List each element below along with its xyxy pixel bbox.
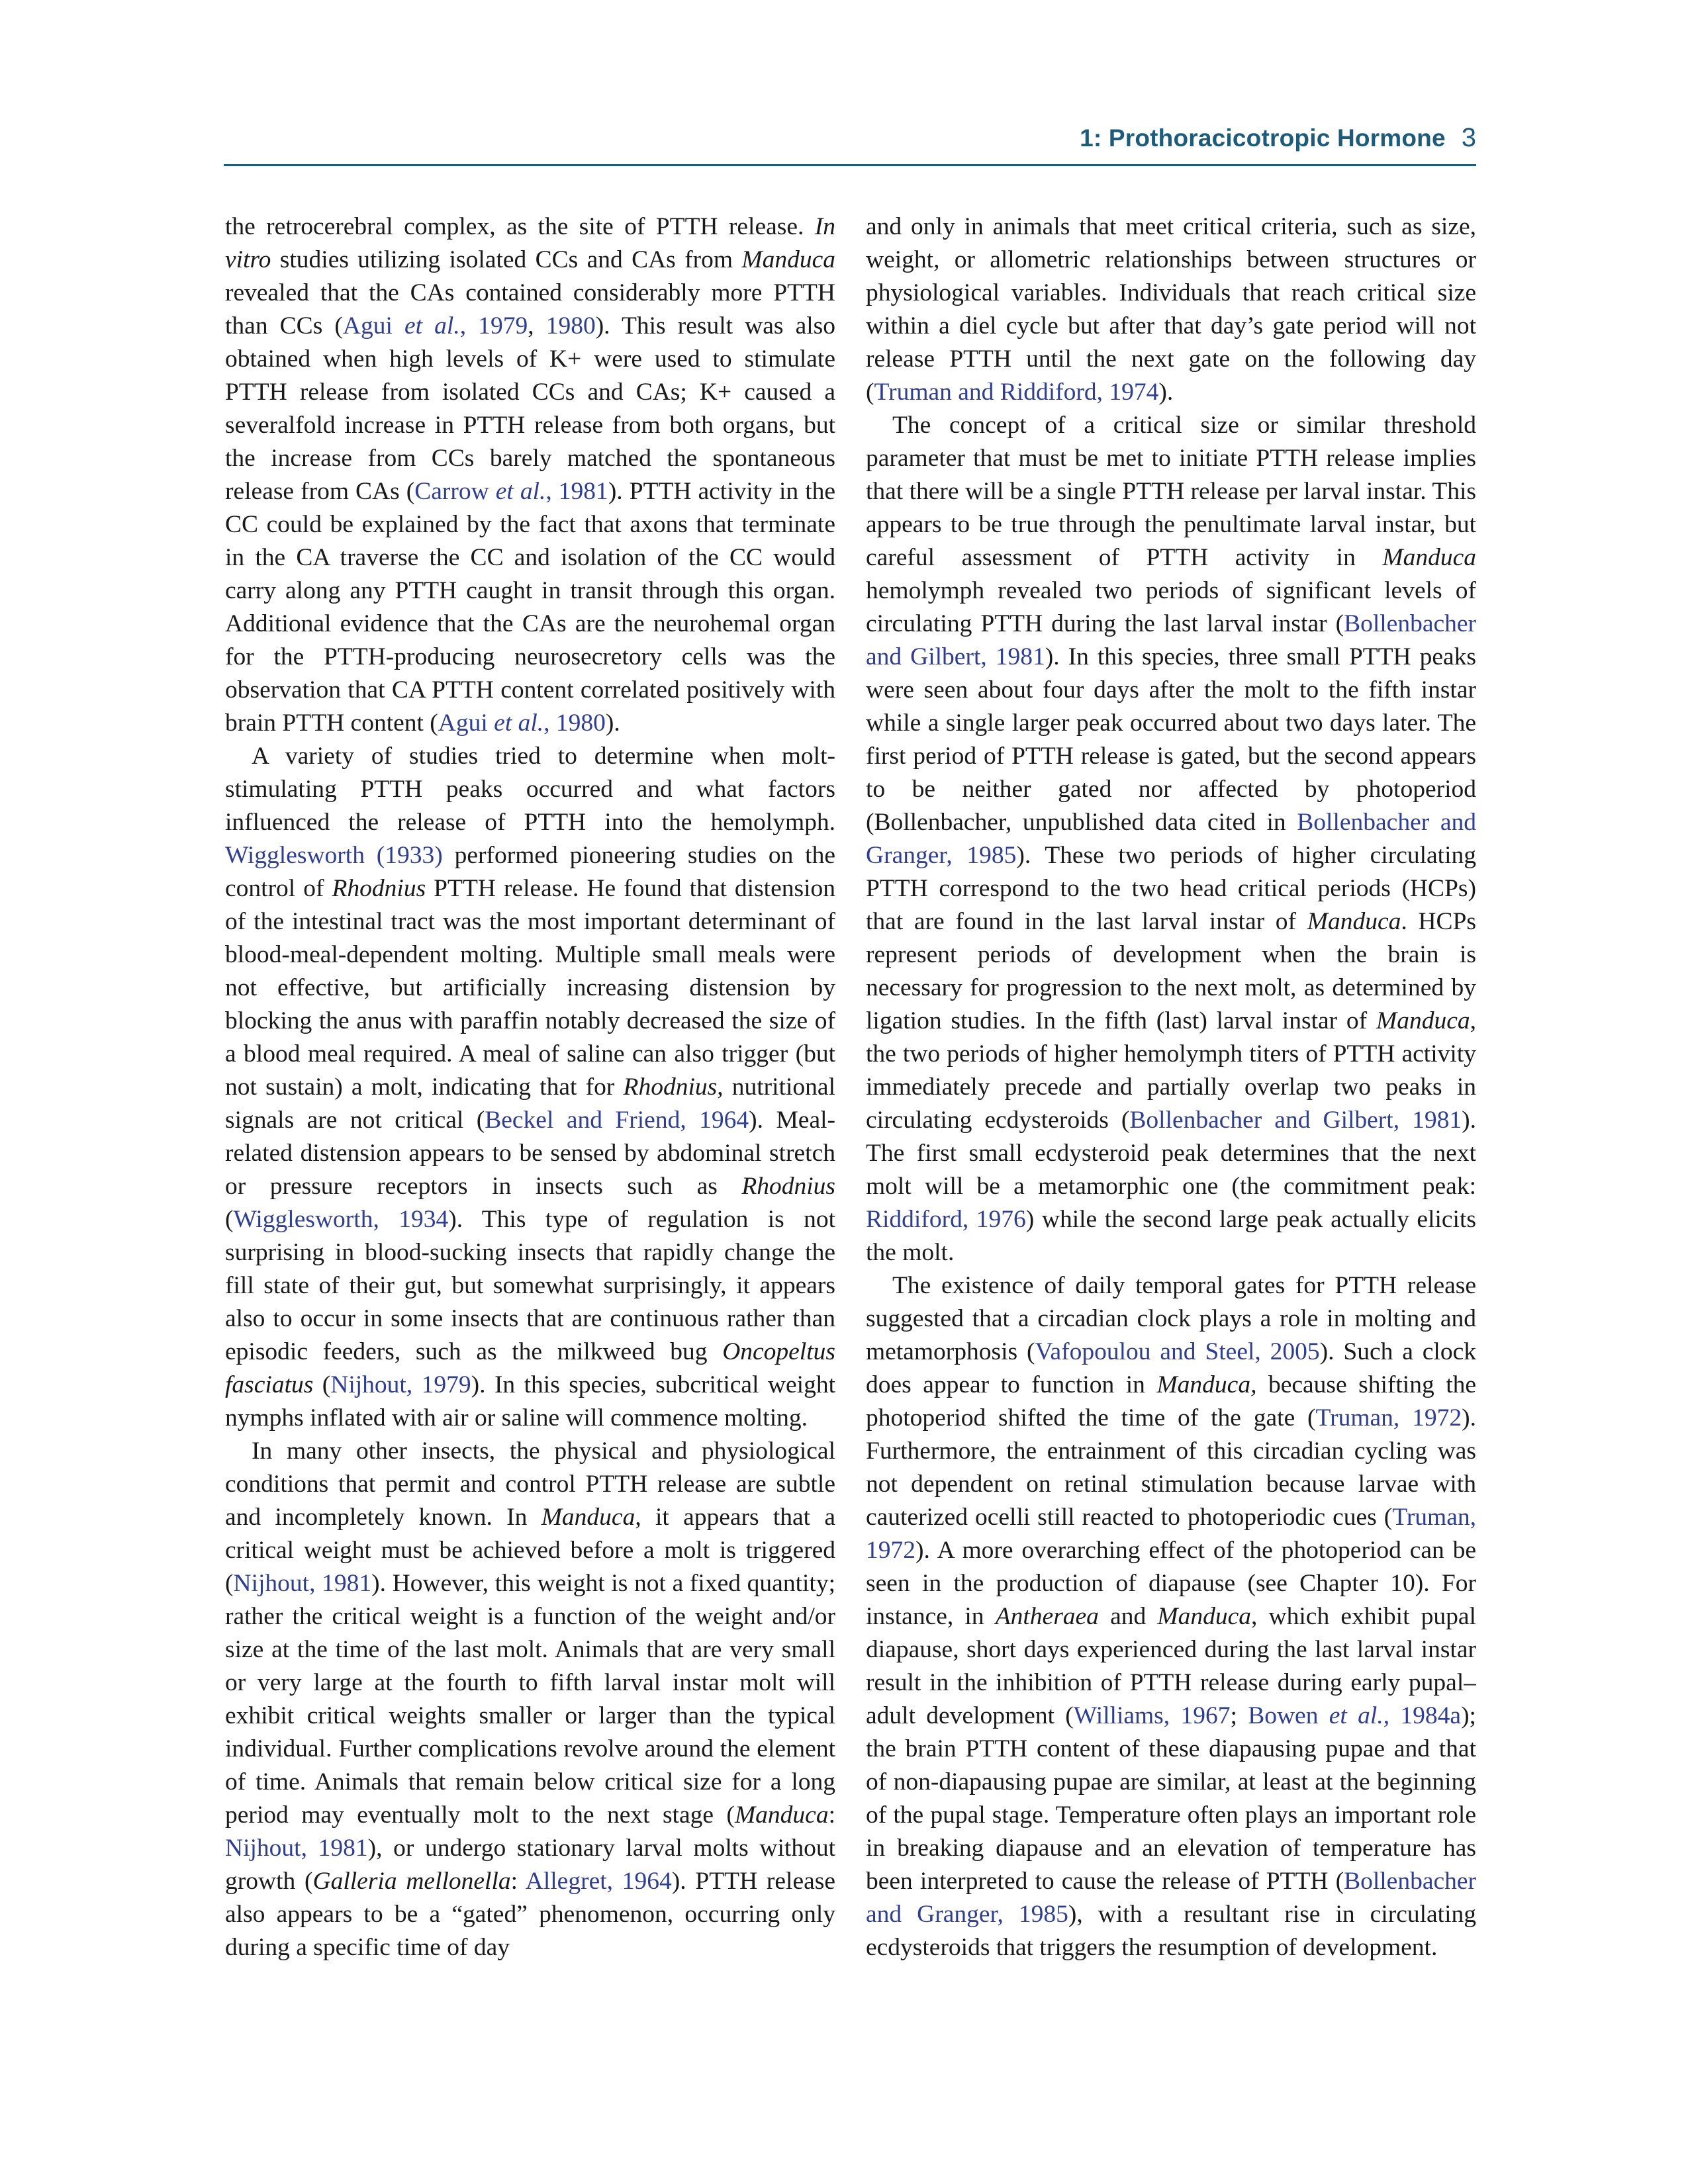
citation-link[interactable]: Agui et al., 1980 — [438, 709, 606, 737]
citation-link[interactable]: Agui et al., 1979 — [342, 312, 528, 340]
left-column — [225, 210, 835, 2050]
paragraph: The existence of daily temporal gates for PTTH release suggested that a circadian clock plays a role in molting and metamorphosis (Vafopoulou and Steel, 2005). Such a clock does appear to function in Manduca, because shifting the photoperiod shifted the time of the gate (Truman, 1972). Furthermore, the entrainment of this circadian cycling was not dependent on retinal stimulation because larvae with cauterized ocelli still reacted to photoperiodic cues (Truman, 1972). A more overarching effect of the photoperiod can be seen in the production of diapause (see Chapter 10). For instance, in Antheraea and Manduca, which exhibit pupal diapause, short days experienced during the last larval instar result in the inhibition of PTTH release during early pupal–adult development (Williams, 1967; Bowen et al., 1984a); the brain PTTH content of these diapausing pupae and that of non-diapausing pupae are similar, at least at the beginning of the pupal stage. Temperature often plays an important role in breaking diapause and an elevation of temperature has been interpreted to cause the release of PTTH (Bollenbacher and Granger, 1985), with a resultant rise in circulating ecdysteroids that triggers the resumption of development. — [866, 1272, 1476, 1961]
citation-link[interactable]: Truman, 1972 — [1315, 1404, 1462, 1432]
citation-link[interactable]: 1980 — [545, 312, 596, 340]
citation-link[interactable]: Truman, 1972 — [866, 1504, 1476, 1564]
paragraph: In many other insects, the physical and physiological conditions that permit and control PTTH release are subtle and incompletely known. In Manduca, it appears that a critical weight must be achieved before a molt is triggered (Nijhout, 1981). However, this weight is not a fixed quantity; rather the critical weight is a function of the weight and/or size at the time of the last molt. Animals that are very small or very large at the fourth to fifth larval instar molt will exhibit critical weights smaller or larger than the typical individual. Further complications revolve around the element of time. Animals that remain below critical size for a long period may eventually molt to the next stage (Manduca: Nijhout, 1981), or undergo stationary larval molts without growth (Galleria mellonella: Allegret, 1964). PTTH release also appears to be a “gated” phenomenon, occurring only during a specific time of day — [225, 1437, 835, 1961]
citation-link[interactable]: Bowen et al., 1984a — [1248, 1702, 1462, 1729]
citation-link[interactable]: Bollenbacher and Gilbert, 1981 — [866, 610, 1476, 670]
paragraph: The concept of a critical size or similar threshold parameter that must be met to initiate PTTH release implies that there will be a single PTTH release per larval instar. This appears to be true through the penultimate larval instar, but careful assessment of PTTH activity in Manduca hemolymph revealed two periods of significant levels of circulating PTTH during the last larval instar (Bollenbacher and Gilbert, 1981). In this species, three small PTTH peaks were seen about four days after the molt to the fifth instar while a single larger peak occurred about two days later. The first period of PTTH release is gated, but the second appears to be neither gated nor affected by photoperiod (Bollenbacher, unpublished data cited in Bollenbacher and Granger, 1985). These two periods of higher circulating PTTH correspond to the two head critical periods (HCPs) that are found in the last larval instar of Manduca. HCPs represent periods of development when the brain is necessary for progression to the next molt, as determined by ligation studies. In the fifth (last) larval instar of Manduca, the two periods of higher hemolymph titers of PTTH activity immediately precede and partially overlap two peaks in circulating ecdysteroids (Bollenbacher and Gilbert, 1981). The first small ecdysteroid peak determines that the next molt will be a metamorphic one (the commitment peak: Riddiford, 1976) while the second large peak actually elicits the molt. — [866, 412, 1476, 1266]
page-number: 3 — [1461, 123, 1476, 152]
citation-link[interactable]: Bollenbacher and Granger, 1985 — [866, 1868, 1476, 1928]
chapter-title: 1: Prothoracicotropic Hormone — [1080, 124, 1446, 152]
citation-link[interactable]: Beckel and Friend, 1964 — [485, 1107, 749, 1134]
paragraph: A variety of studies tried to determine when molt-stimulating PTTH peaks occurred and what factors influenced the release of PTTH into the hemolymph. Wigglesworth (1933) performed pioneering studies on the control of Rhodnius PTTH release. He found that distension of the intestinal tract was the most important determinant of blood-meal-dependent molting. Multiple small meals were not effective, but artificially increasing distension by blocking the anus with paraffin notably decreased the size of a blood meal required. A meal of saline can also trigger (but not sustain) a molt, indicating that for Rhodnius, nutritional signals are not critical (Beckel and Friend, 1964). Meal-related distension appears to be sensed by abdominal stretch or pressure receptors in insects such as Rhodnius (Wigglesworth, 1934). This type of regulation is not surprising in blood-sucking insects that rapidly change the fill state of their gut, but somewhat surprisingly, it appears also to occur in some insects that are continuous rather than episodic feeders, such as the milkweed bug Oncopeltus fasciatus (Nijhout, 1979). In this species, subcritical weight nymphs inflated with air or saline will commence molting. — [225, 743, 835, 1432]
citation-link[interactable]: Riddiford, 1976 — [866, 1206, 1026, 1233]
right-column — [866, 210, 1476, 2050]
citation-link[interactable]: Vafopoulou and Steel, 2005 — [1035, 1338, 1320, 1365]
citation-link[interactable]: Bollenbacher and Gilbert, 1981 — [1129, 1107, 1462, 1134]
paragraph: and only in animals that meet critical criteria, such as size, weight, or allometric relationships between structures or physiological variables. Individuals that reach critical size within a diel cycle but after that day’s gate period will not release PTTH until the next gate on the following day (Truman and Riddiford, 1974). — [866, 213, 1476, 406]
citation-link[interactable]: Allegret, 1964 — [525, 1868, 672, 1895]
citation-link[interactable]: Nijhout, 1979 — [330, 1371, 471, 1398]
citation-link[interactable]: Truman and Riddiford, 1974 — [874, 379, 1159, 406]
paragraph: the retrocerebral complex, as the site of PTTH release. In vitro studies utilizing isolated CCs and CAs from Manduca revealed that the CAs contained considerably more PTTH than CCs (Agui et al., 1979, 1980). This result was also obtained when high levels of K+ were used to stimulate PTTH release from isolated CCs and CAs; K+ caused a severalfold increase in PTTH release from both organs, but the increase from CCs barely matched the spontaneous release from CAs (Carrow et al., 1981). PTTH activity in the CC could be explained by the fact that axons that terminate in the CA traverse the CC and isolation of the CC would carry along any PTTH caught in transit through this organ. Additional evidence that the CAs are the neurohemal organ for the PTTH-producing neurosecretory cells was the observation that CA PTTH content correlated positively with brain PTTH content (Agui et al., 1980). — [225, 213, 835, 737]
running-head — [224, 123, 1476, 166]
citation-link[interactable]: Nijhout, 1981 — [225, 1835, 368, 1862]
citation-link[interactable]: Wigglesworth (1933) — [225, 842, 443, 869]
citation-link[interactable]: Carrow et al., 1981 — [414, 478, 608, 505]
citation-link[interactable]: Nijhout, 1981 — [233, 1570, 372, 1597]
citation-link[interactable]: Bollenbacher and Granger, 1985 — [866, 809, 1476, 869]
citation-link[interactable]: Williams, 1967 — [1073, 1702, 1231, 1729]
citation-link[interactable]: Wigglesworth, 1934 — [233, 1206, 449, 1233]
